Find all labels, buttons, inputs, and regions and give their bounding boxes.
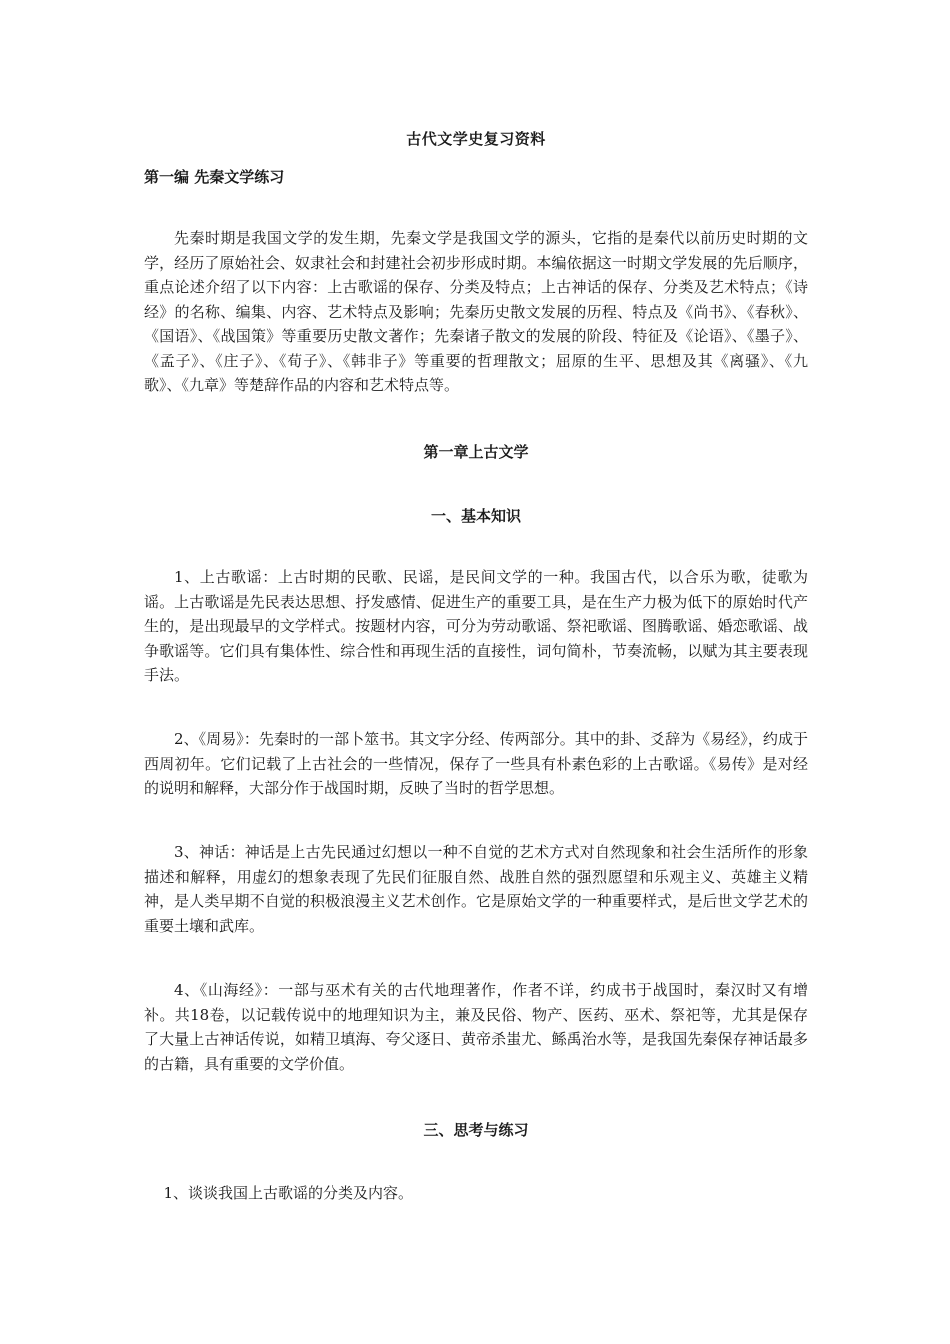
knowledge-item-2: 2、《周易》：先秦时的一部卜筮书。其文字分经、传两部分。其中的卦、爻辞为《易经》，约成于西周初年。它们记载了上古社会的一些情况，保存了一些具有朴素色彩的上古歌谣。《易传》是对经的说明和解释，大部分作于战国时期，反映了当时的哲学思想。 [144,730,808,797]
section-title-basic-knowledge: 一、基本知识 [430,507,521,525]
intro-paragraph: 先秦时期是我国文学的发生期，先秦文学是我国文学的源头，它指的是秦代以前历史时期的文学，经历了原始社会、奴隶社会和封建社会初步形成时期。本编依据这一时期文学发展的先后顺序，重点论述介绍了以下内容：上古歌谣的保存、分类及特点；上古神话的保存、分类及艺术特点；《诗经》的名称、编集、内容、艺术特点及影响；先秦历史散文发展的历程、特点及《尚书》、《春秋》、《国语》、《战国策》等重要历史散文著作；先秦诸子散文的发展的阶段、特征及《论语》、《墨子》、《孟子》、《庄子》、《荀子》、《韩非子》等重要的哲理散文；屈原的生平、思想及其《离骚》、《九歌》、《九章》等楚辞作品的内容和艺术特点等。 [144,229,808,394]
part-title: 第一编 先秦文学练习 [144,168,285,186]
section-title-exercises: 三、思考与练习 [423,1121,529,1139]
document-title: 古代文学史复习资料 [406,130,546,148]
knowledge-item-1: 1、上古歌谣：上古时期的民歌、民谣，是民间文学的一种。我国古代，以合乐为歌，徒歌为谣。上古歌谣是先民表达思想、抒发感情、促进生产的重要工具，是在生产力极为低下的原始时代产生的，是出现最早的文学样式。按题材内容，可分为劳动歌谣、祭祀歌谣、图腾歌谣、婚恋歌谣、战争歌谣等。它们具有集体性、综合性和再现生活的直接性，词句简朴，节奏流畅，以赋为其主要表现手法。 [144,568,808,684]
chapter-title: 第一章上古文学 [423,443,529,461]
knowledge-item-3: 3、神话：神话是上古先民通过幻想以一种不自觉的艺术方式对自然现象和社会生活所作的形象描述和解释，用虚幻的想象表现了先民们征服自然、战胜自然的强烈愿望和乐观主义、英雄主义精神，是人类早期不自觉的积极浪漫主义艺术创作。它是原始文学的一种重要样式，是后世文学艺术的重要土壤和武库。 [144,843,808,935]
knowledge-item-4: 4、《山海经》：一部与巫术有关的古代地理著作，作者不详，约成书于战国时，秦汉时又有增补。共18卷，以记载传说中的地理知识为主，兼及民俗、物产、医药、巫术、祭祀等，尤其是保存了大量上古神话传说，如精卫填海、夸父逐日、黄帝杀蚩尤、鲧禹治水等，是我国先秦保存神话最多的古籍，具有重要的文学价值。 [144,981,808,1073]
exercise-question-1: 1、谈谈我国上古歌谣的分类及内容。 [163,1184,414,1202]
